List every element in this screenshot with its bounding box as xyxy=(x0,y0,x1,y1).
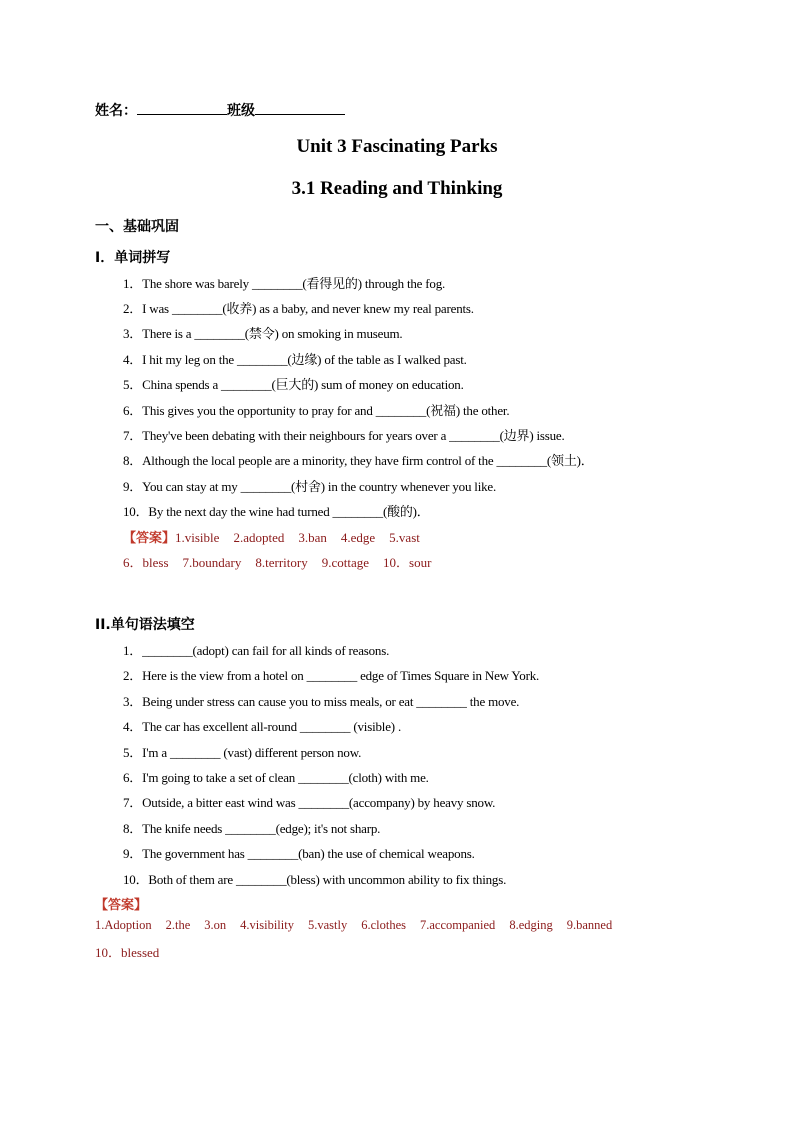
class-blank[interactable] xyxy=(255,100,345,115)
part2-question: 5．I'm a ________ (vast) different person now. xyxy=(123,745,362,760)
answer-item: 2.adopted xyxy=(233,530,285,545)
answer-item: 3.on xyxy=(204,918,227,932)
answer-item: 5.vastly xyxy=(307,918,348,932)
answer-item: 1.Adoption xyxy=(95,918,152,932)
part1-question: 9．You can stay at my ________(村舍) in the country whenever you like. xyxy=(123,479,497,494)
part1-question: 10．By the next day the wine had turned ________(酸的)． xyxy=(123,504,430,519)
answer-item: 5.vast xyxy=(389,530,420,545)
answer-item: 6．bless xyxy=(123,555,169,570)
answer-tag: 【答案】 xyxy=(123,531,176,546)
part2-question: 4．The car has excellent all-round ________ (visible) . xyxy=(123,719,401,734)
answer-item: 7.accompanied xyxy=(420,918,496,932)
part1-heading: I．单词拼写 xyxy=(95,250,171,266)
part2-question: 2．Here is the view from a hotel on ________ edge of Times Square in New York. xyxy=(123,668,540,683)
answer-item: 10．blessed xyxy=(95,945,160,960)
name-blank[interactable] xyxy=(137,100,227,115)
part1-question: 5．China spends a ________(巨大的) sum of money on education. xyxy=(123,377,464,392)
part1-question: 7．They've been debating with their neighbours for years over a ________(边界) issue. xyxy=(123,428,565,443)
part1-question: 3．There is a ________(禁令) on smoking in museum. xyxy=(123,326,403,341)
part1-answers-line2 xyxy=(123,552,445,571)
answer-item: 2.the xyxy=(165,918,191,932)
part2-question: 8．The knife needs ________(edge); it's not sharp. xyxy=(123,821,381,836)
answer-item: 1.visible xyxy=(175,530,220,545)
page-title: Unit 3 Fascinating Parks xyxy=(296,136,498,157)
answer-item: 4.edge xyxy=(340,530,376,545)
part1-question: 1．The shore was barely ________(看得见的) through the fog. xyxy=(123,276,446,291)
part1-question: 6．This gives you the opportunity to pray for and ________(祝福) the other. xyxy=(123,403,510,418)
part2-question: 7．Outside, a bitter east wind was ________(accompany) by heavy snow. xyxy=(123,795,496,810)
part2-question: 3．Being under stress can cause you to miss meals, or eat ________ the move. xyxy=(123,694,520,709)
answer-item: 3.ban xyxy=(298,530,327,545)
answer-item: 8.edging xyxy=(509,918,553,932)
answer-item: 7.boundary xyxy=(182,555,242,570)
answer-item: 8.territory xyxy=(255,555,308,570)
page-subtitle: 3.1 Reading and Thinking xyxy=(291,178,503,199)
part1-answers-line1 xyxy=(123,527,434,546)
part2-question: 1．________(adopt) can fail for all kinds of reasons. xyxy=(123,643,390,658)
section-heading-basics: 一、基础巩固 xyxy=(95,219,179,235)
part1-question: 2．I was ________(收养) as a baby, and never knew my real parents. xyxy=(123,301,474,316)
part2-heading: II.单句语法填空 xyxy=(95,617,195,633)
part2-question: 6．I'm going to take a set of clean ________(cloth) with me. xyxy=(123,770,429,785)
answer-item: 9.banned xyxy=(566,918,613,932)
student-info-line xyxy=(95,100,345,120)
answer-item: 6.clothes xyxy=(361,918,406,932)
answer-item: 4.visibility xyxy=(240,918,294,932)
answer-item: 10．sour xyxy=(383,555,432,570)
part1-question: 4．I hit my leg on the ________(边缘) of the table as I walked past. xyxy=(123,352,467,367)
part2-answers-line1 xyxy=(95,918,626,933)
part1-question: 8．Although the local people are a minority, they have firm control of the ________(领土)． xyxy=(123,453,594,468)
name-label: 姓名： xyxy=(95,103,137,119)
answer-tag: 【答案】 xyxy=(95,898,148,913)
part2-answers-line2 xyxy=(95,942,173,961)
class-label: 班级 xyxy=(227,103,255,119)
part2-question: 9．The government has ________(ban) the use of chemical weapons. xyxy=(123,846,475,861)
part2-question: 10．Both of them are ________(bless) with uncommon ability to fix things. xyxy=(123,872,507,887)
answer-item: 9.cottage xyxy=(321,555,370,570)
part2-answer-tag-line xyxy=(95,894,147,913)
